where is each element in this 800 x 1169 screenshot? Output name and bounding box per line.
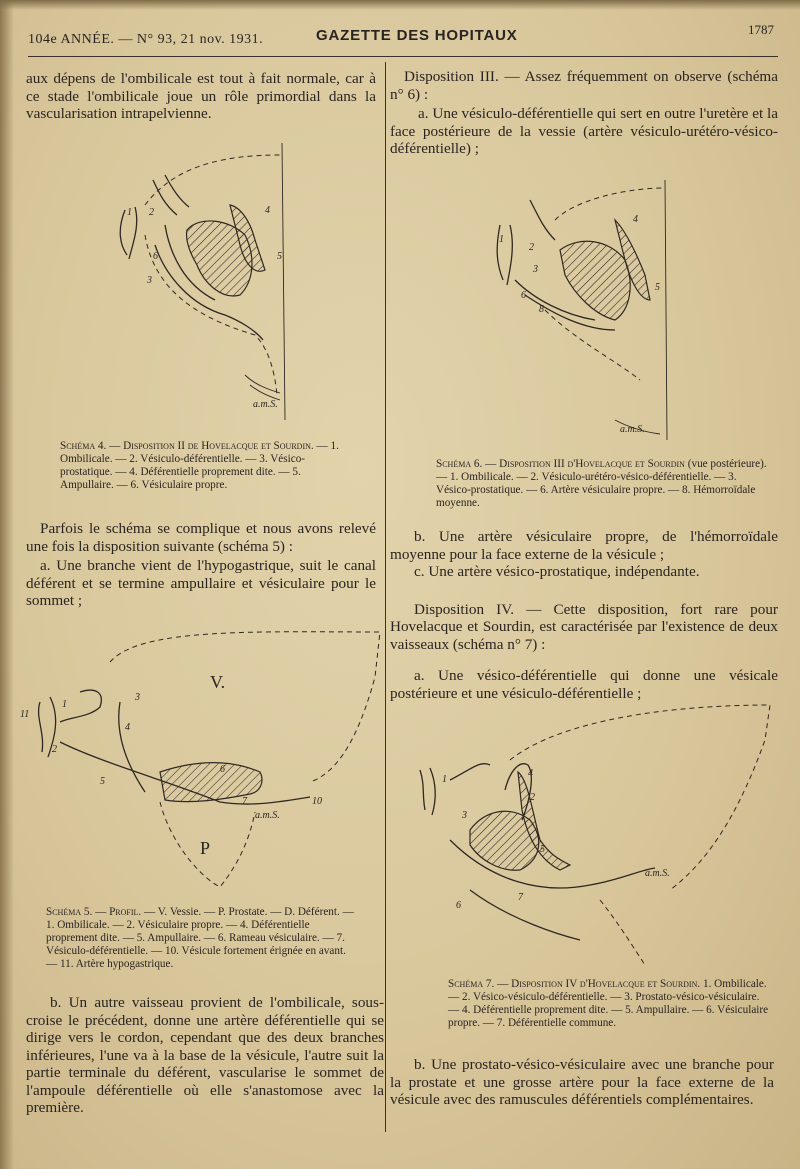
caption-title: Schéma 7. — Disposition IV d'Hovelacque et Sourdin. [448,978,701,990]
page-top-shadow [0,0,800,10]
figure-label: 1 [442,774,447,785]
figure-label: 1 [127,207,132,218]
paragraph: b. Une prostato-vésico-vésiculaire avec une branche pour la prostate et une grosse artère pour la face externe de la vésicule avec des ramuscules déférentiels complémentaires. [390,1056,774,1108]
caption-body: — V. Vessie. — P. Prostate. — D. Déférent. — 1. Ombilicale. — 2. Vésiculaire propre. — 4. Déférentielle proprement dite. — 5. Ampullaire. — 6. Rameau vésiculaire. — 7. Vésiculo-déférentielle. — 10. Vésicule fortement érignée en avant. — 11. Artère hypogastrique. [46,906,354,970]
paragraph: b. Une artère vésiculaire propre, de l'hémorroïdale moyenne pour la face externe de la vésicule ; [390,528,778,563]
journal-title: GAZETTE DES HOPITAUX [316,27,518,44]
paragraph: Disposition IV. — Cette disposition, fort rare pour Hovelacque et Sourdin, est caractérisée par l'existence de deux vaisseaux (schéma n° 7) : [390,600,778,653]
figure-label: 4 [265,205,270,216]
figure-label: 4 [528,768,533,779]
caption-title: Schéma 6. — Disposition III d'Hovelacque et Sourdin [436,458,685,470]
figure-label: 1 [62,699,67,710]
caption-title: Schéma 5. — Profil. [46,906,142,918]
figure-label: 3 [462,810,467,821]
column-divider [385,62,386,1132]
figure-label: 10 [312,796,322,807]
header-rule [28,56,778,57]
caption-schema-7 [448,978,772,1030]
figure-label: 4 [633,214,638,225]
caption-schema-4 [60,440,350,492]
paragraph: a. Une vésico-déférentielle qui donne une vésicale postérieure et une vésiculo-déférentielle ; [390,667,778,702]
right-column-bottom [390,1056,774,1109]
left-column-bottom [26,994,384,1117]
figure-label: 5 [540,844,545,855]
running-header [28,22,780,52]
paragraph: Parfois le schéma se complique et nous avons relevé une fois la disposition suivante (schéma 5) : [26,520,376,555]
artist-signature: a.m.S. [255,810,280,821]
figure-label: 5 [277,251,282,262]
figure-schema-6 [485,180,685,440]
paragraph: b. Un autre vaisseau provient de l'ombilicale, sous-croise le précédent, donne une artère déférentielle qui se dirige vers le cordon, cependant que des deux branches inférieures, l'une va à la base de la vésicule, l'autre suit la partie terminale du déférent, vascularise le sommet de l'ampoule déférentielle où elle s'anastomose avec la première. [26,994,384,1116]
issue-info: 104e ANNÉE. — N° 93, 21 nov. 1931. [28,32,264,47]
figure-label: 4 [125,722,130,733]
figure-label: 5 [655,282,660,293]
left-column [26,70,376,123]
figure-label: 6 [220,764,225,775]
paragraph: Disposition III. — Assez fréquemment on observe (schéma n° 6) : [390,68,778,103]
figure-label: 2 [149,207,154,218]
artist-signature: a.m.S. [645,868,670,879]
figure-label: 3 [135,692,140,703]
page-number: 1787 [748,22,774,37]
figure-label: 6 [456,900,461,911]
paragraph: aux dépens de l'ombilicale est tout à fait normale, car à ce stade l'ombilicale joue un rôle primordial dans la vascularisation intrapelvienne. [26,70,376,122]
figure-label: 6 [521,290,526,301]
caption-body: (vue postérieure). — 1. Ombilicale. — 2. Vésiculo-urétéro-vésico-déférentielle. — 3. Vésico-prostatique. — 6. Artère vésiculaire propre. — 8. Hémorroïdale moyenne. [436,458,767,509]
artist-signature: a.m.S. [253,399,278,410]
figure-label: 2 [529,242,534,253]
figure-label: 8 [539,304,544,315]
figure-label: 3 [147,275,152,286]
figure-label: 3 [533,264,538,275]
figure-label: 7 [518,892,523,903]
paragraph: a. Une branche vient de l'hypogastrique, suit le canal déférent et se termine ampullaire et vésiculaire pour le sommet ; [26,557,376,609]
right-column-top [390,68,778,158]
figure-label: 2 [52,744,57,755]
page-edge-shadow [0,0,14,1169]
right-column-middle [390,528,778,702]
figure-label: 6 [153,251,158,262]
caption-body: 1. Ombilicale. — 2. Vésico-vésiculo-déférentielle. — 3. Prostato-vésico-vésiculaire. — 4. Déférentielle proprement dite. — 5. Ampullaire. — 6. Vésiculaire propre. — 7. Déférentielle commune. [448,978,769,1029]
figure-schema-5 [20,622,390,892]
caption-body: — 1. Ombilicale. — 2. Vésiculo-déférentielle. — 3. Vésico-prostatique. — 4. Déférentielle proprement dite. — 5. Ampullaire. — 6. Vésiculaire propre. [60,440,339,491]
figure-schema-7 [410,700,780,970]
figure-schema-4 [105,135,285,425]
caption-title: Schéma 4. — Disposition II de Hovelacque et Sourdin. [60,440,314,452]
figure-label: 5 [100,776,105,787]
caption-schema-5 [46,906,358,971]
left-column-middle [26,520,376,610]
figure-label: 1 [499,234,504,245]
figure-label: P [200,838,211,858]
artist-signature: a.m.S. [620,424,645,435]
paragraph: c. Une artère vésico-prostatique, indépendante. [414,563,700,580]
paragraph: a. Une vésiculo-déférentielle qui sert en outre l'uretère et la face postérieure de la vessie (artère vésiculo-urétéro-vésico-déférentielle) ; [390,105,778,157]
figure-label: 2 [530,792,535,803]
caption-schema-6 [436,458,770,510]
figure-label: V. [210,672,226,692]
figure-label: 11 [20,709,30,720]
figure-label: 7 [242,796,247,807]
